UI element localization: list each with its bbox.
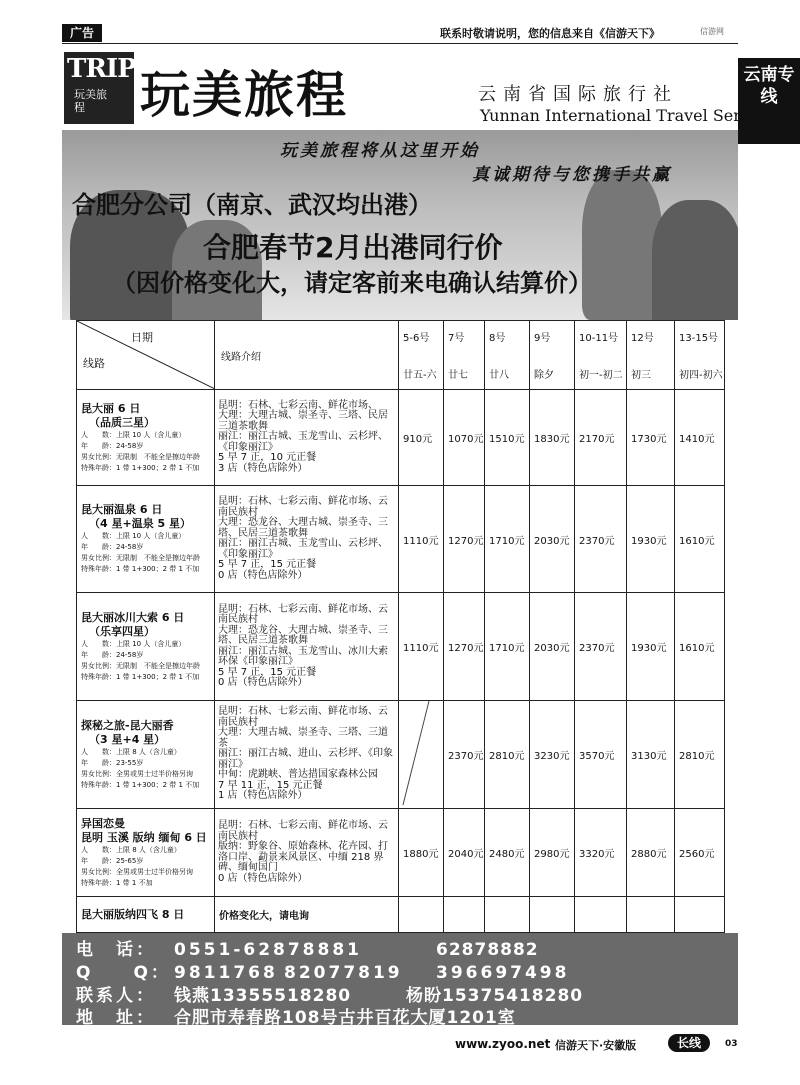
qq-number-1: 9811768 — [174, 963, 278, 983]
footer-url[interactable]: www.zyoo.net — [455, 1037, 551, 1051]
price-cell: 3230元 — [530, 701, 575, 809]
route-info: 年 龄：24-58岁 — [81, 650, 144, 659]
intro-line: 1 店（特色店除外） — [218, 790, 308, 802]
branch-title: 合肥分公司（南京、武汉均出港） — [72, 191, 432, 219]
intro-line: 昆明：石林、七彩云南、鲜花市场、 — [218, 399, 378, 411]
route-name: 昆大丽温泉 6 日 — [81, 503, 163, 516]
price-cell: 1610元 — [675, 593, 725, 701]
price-cell-empty — [444, 897, 485, 933]
route-info: 男女比例：全男或男士过半价格另询 — [81, 769, 193, 778]
footer-badge: 长线 — [668, 1034, 710, 1052]
route-cell — [77, 809, 215, 897]
price-cell-empty — [627, 897, 675, 933]
price-cell: 2370元 — [575, 486, 627, 593]
price-cell: 2480元 — [485, 809, 530, 897]
intro-line: 0 店（特色店除外） — [218, 569, 308, 581]
route-info: 特殊年龄：1 带 1 不加 — [81, 878, 153, 887]
intro-line: 中甸：虎跳峡、普达措国家森林公园 — [218, 769, 378, 781]
price-cell: 1710元 — [485, 593, 530, 701]
price-cell: 1510元 — [485, 390, 530, 486]
route-info: 男女比例：无限制 不能全是擦边年龄 — [81, 554, 200, 562]
table-header-row — [77, 321, 725, 390]
person-1: 钱燕13355518280 — [174, 986, 352, 1006]
header-date: 12号 — [631, 333, 654, 344]
price-cell: 910元 — [399, 390, 444, 486]
price-cell: 1270元 — [444, 486, 485, 593]
header-lunar: 廿五-六 — [403, 370, 437, 381]
logo-trip-text: TRIP — [67, 54, 136, 84]
price-cell: 3320元 — [575, 809, 627, 897]
intro-line: 昆明：石林、七彩云南、鲜花市场、云南民族村 — [218, 706, 388, 728]
price-cell: 2370元 — [444, 701, 485, 809]
price-cell: 1830元 — [530, 390, 575, 486]
intro-cell: 价格变化大，请电询 — [215, 897, 399, 933]
table-row — [77, 390, 725, 486]
route-cell — [77, 701, 215, 809]
route-info: 特殊年龄：1 带 1+300；2 带 1 不加 — [81, 672, 200, 681]
header-lunar: 除夕 — [534, 370, 554, 381]
header-date: 9号 — [534, 333, 551, 344]
route-info: 男女比例：无限制 不能全是擦边年龄 — [81, 661, 200, 670]
source-notice: 联系时敬请说明，您的信息来自《信游天下》 — [440, 27, 660, 40]
intro-line: 丽江：丽江古城、玉龙雪山、云杉坪、《印象丽江》 — [218, 538, 388, 560]
price-cell-empty — [675, 897, 725, 933]
intro-line: 7 早 11 正，15 元正餐 — [218, 779, 323, 791]
logo-sub-text: 玩美旅程 — [74, 88, 107, 114]
header-lunar: 廿八 — [489, 370, 509, 381]
route-info: 年 龄：24-58岁 — [81, 543, 144, 551]
route-info: 男女比例：全男或男士过半价格另询 — [81, 867, 193, 876]
intro-line: 大理：恐龙谷、大理古城、崇圣寺、三塔、民居三道茶歌舞 — [218, 624, 388, 646]
price-table — [76, 320, 725, 933]
route-info: 男女比例：无限制 不能全是擦边年龄 — [81, 452, 200, 461]
intro-line: 丽江：丽江古城、进山、云杉坪、《印象丽江》 — [218, 748, 393, 770]
price-cell: 1930元 — [627, 486, 675, 593]
intro-cell — [215, 390, 399, 486]
route-info: 年 龄：25-65岁 — [81, 856, 144, 865]
table-row — [77, 701, 725, 809]
table-row — [77, 486, 725, 593]
contact-address-row — [76, 1003, 516, 1028]
route-name: 昆大丽 6 日 — [81, 401, 141, 415]
price-cell: 1110元 — [399, 593, 444, 701]
header-lunar: 初四-初六 — [679, 370, 723, 381]
intro-line: 昆明：石林、七彩云南、鲜花市场、云南民族村 — [218, 496, 388, 518]
slogan-line-2: 真诚期待与您携手共赢 — [472, 165, 672, 185]
header-lunar: 廿七 — [448, 370, 468, 381]
empty-cell-diagonal — [399, 701, 443, 807]
page-number: 03 — [725, 1039, 738, 1049]
ad-label: 广告 — [62, 24, 102, 42]
price-cell: 1410元 — [675, 390, 725, 486]
route-info: 年 龄：23-55岁 — [81, 758, 144, 767]
route-cell — [77, 593, 215, 701]
route-name: 探秘之旅-昆大丽香 — [81, 718, 174, 732]
price-cell: 2980元 — [530, 809, 575, 897]
person-label: 联系人： — [76, 986, 156, 1006]
route-info: 年 龄：24-58岁 — [81, 441, 144, 450]
qq-number-3: 396697498 — [436, 963, 570, 983]
table-row — [77, 809, 725, 897]
route-grade: （乐享四星） — [89, 624, 155, 638]
small-publisher-logo: 信游网 — [700, 27, 724, 36]
route-info: 人 数：上限 8 人（含儿童） — [81, 845, 181, 854]
intro-line: 5 早 7 正，15 元正餐 — [218, 666, 317, 678]
price-cell-empty — [399, 701, 444, 809]
route-name: 昆大丽版纳四飞 8 日 — [81, 907, 185, 921]
price-cell: 2560元 — [675, 809, 725, 897]
header-route-label: 线路 — [83, 357, 105, 370]
intro-line: 0 店（特色店除外） — [218, 677, 308, 688]
price-cell: 2370元 — [575, 593, 627, 701]
intro-line: 5 早 7 正，15 元正餐 — [218, 559, 317, 570]
intro-line: 5 早 7 正，10 元正餐 — [218, 452, 317, 464]
route-grade: 昆明 玉溪 版纳 缅甸 6 日 — [81, 830, 207, 844]
qq-number-2: 82077819 — [284, 963, 403, 983]
header-date-cell — [575, 321, 627, 390]
intro-line: 丽江：丽江古城、玉龙雪山、云杉坪、《印象丽江》 — [218, 431, 388, 453]
top-divider — [62, 43, 738, 44]
contact-phone-row — [76, 935, 539, 960]
price-cell: 3130元 — [627, 701, 675, 809]
header-date: 5-6号 — [403, 333, 430, 344]
header-date: 10-11号 — [579, 333, 619, 344]
address: 合肥市寿春路108号古井百花大厦1201室 — [174, 1008, 516, 1028]
price-cell: 2810元 — [485, 701, 530, 809]
phone-number-1: 0551-62878881 — [174, 940, 362, 960]
route-info: 特殊年龄：1 带 1+300；2 带 1 不加 — [81, 463, 200, 472]
table-row — [77, 897, 725, 933]
route-grade: （4 星+温泉 5 星） — [89, 517, 192, 530]
price-cell: 1270元 — [444, 593, 485, 701]
price-cell: 2880元 — [627, 809, 675, 897]
price-note: （因价格变化大，请定客前来电确认结算价） — [112, 269, 592, 297]
intro-line: 丽江：丽江古城、玉龙雪山、冰川大索环保《印象丽江》 — [218, 645, 388, 667]
price-cell: 2030元 — [530, 486, 575, 593]
rock-shape — [652, 200, 738, 320]
agency-name-cn: 云南省国际旅行社 — [478, 84, 678, 105]
price-cell: 2040元 — [444, 809, 485, 897]
header-intro: 线路介绍 — [215, 321, 399, 390]
footer-publication: 信游天下·安徽版 — [555, 1039, 637, 1052]
section-tab: 云南专线 — [738, 58, 800, 144]
phone-number-2: 62878882 — [436, 940, 539, 960]
rock-shape — [582, 170, 662, 320]
headline: 合肥春节2月出港同行价 — [203, 231, 503, 264]
contact-block — [62, 933, 738, 1028]
brand-title: 玩美旅程 — [140, 65, 348, 124]
price-cell-empty — [485, 897, 530, 933]
header-date: 13-15号 — [679, 333, 719, 344]
contact-qq-row — [76, 958, 569, 983]
header-date: 7号 — [448, 333, 465, 344]
route-info: 人 数：上限 10 人（含儿童） — [81, 639, 186, 648]
qq-label: Q Q： — [76, 963, 171, 983]
header-lunar: 初三 — [631, 370, 651, 381]
price-cell: 3570元 — [575, 701, 627, 809]
price-cell-empty — [399, 897, 444, 933]
header-date-cell — [675, 321, 725, 390]
header-date: 8号 — [489, 333, 506, 344]
intro-line: 大理：大理古城、崇圣寺、三塔、三道茶 — [218, 727, 388, 749]
route-info: 人 数：上限 8 人（含儿童） — [81, 747, 181, 756]
price-cell-empty — [530, 897, 575, 933]
price-cell: 1070元 — [444, 390, 485, 486]
header-date-cell — [530, 321, 575, 390]
route-info: 人 数：上限 10 人（含儿童） — [81, 532, 186, 540]
header-corner-cell — [77, 321, 215, 390]
route-name: 昆大丽冰川大索 6 日 — [81, 610, 185, 624]
agency-name-en: Yunnan International Travel Service — [480, 106, 774, 125]
intro-cell — [215, 701, 399, 809]
price-cell: 2810元 — [675, 701, 725, 809]
price-cell: 1610元 — [675, 486, 725, 593]
person-2: 杨盼15375418280 — [406, 986, 584, 1006]
price-cell: 1930元 — [627, 593, 675, 701]
route-cell — [77, 390, 215, 486]
price-cell: 2030元 — [530, 593, 575, 701]
intro-cell — [215, 593, 399, 701]
route-info: 特殊年龄：1 带 1+300；2 带 1 不加 — [81, 565, 200, 573]
intro-line: 大理：大理古城、崇圣寺、三塔、民居三道茶歌舞 — [218, 410, 388, 432]
route-grade: （3 星+4 星） — [89, 732, 166, 746]
route-cell — [77, 897, 215, 933]
route-info: 人 数：上限 10 人（含儿童） — [81, 430, 186, 439]
table-row — [77, 593, 725, 701]
intro-line: 昆明：石林、七彩云南、鲜花市场、云南民族村 — [218, 603, 388, 625]
header-date-label: 日期 — [131, 331, 153, 344]
header-lunar: 初一-初二 — [579, 370, 623, 381]
intro-line: 0 店（特色店除外） — [218, 872, 308, 884]
route-info: 特殊年龄：1 带 1+300；2 带 1 不加 — [81, 780, 200, 789]
route-grade: （品质三星） — [89, 415, 155, 429]
price-cell: 2170元 — [575, 390, 627, 486]
address-label: 地 址： — [76, 1008, 156, 1028]
header-date-cell — [399, 321, 444, 390]
header-date-cell — [627, 321, 675, 390]
phone-label: 电 话： — [76, 940, 156, 960]
header-date-cell — [444, 321, 485, 390]
route-cell — [77, 486, 215, 593]
price-cell-empty — [575, 897, 627, 933]
intro-line: 3 店（特色店除外） — [218, 462, 308, 474]
price-cell: 1710元 — [485, 486, 530, 593]
intro-line: 版纳：野象谷、原始森林、花卉园、打洛口岸、勐景来风景区、中缅 218 界碑、缅甸国门 — [218, 841, 388, 873]
price-cell: 1730元 — [627, 390, 675, 486]
price-cell: 1110元 — [399, 486, 444, 593]
intro-cell — [215, 809, 399, 897]
intro-line: 大理：恐龙谷、大理古城、崇圣寺、三塔、民居三道茶歌舞 — [218, 517, 388, 539]
price-cell: 1880元 — [399, 809, 444, 897]
intro-cell — [215, 486, 399, 593]
route-name: 异国恋曼 — [81, 816, 125, 830]
trip-logo — [64, 52, 134, 124]
header-date-cell — [485, 321, 530, 390]
slogan-line-1: 玩美旅程将从这里开始 — [280, 141, 480, 161]
intro-line: 昆明：石林、七彩云南、鲜花市场、云南民族村 — [218, 820, 388, 842]
